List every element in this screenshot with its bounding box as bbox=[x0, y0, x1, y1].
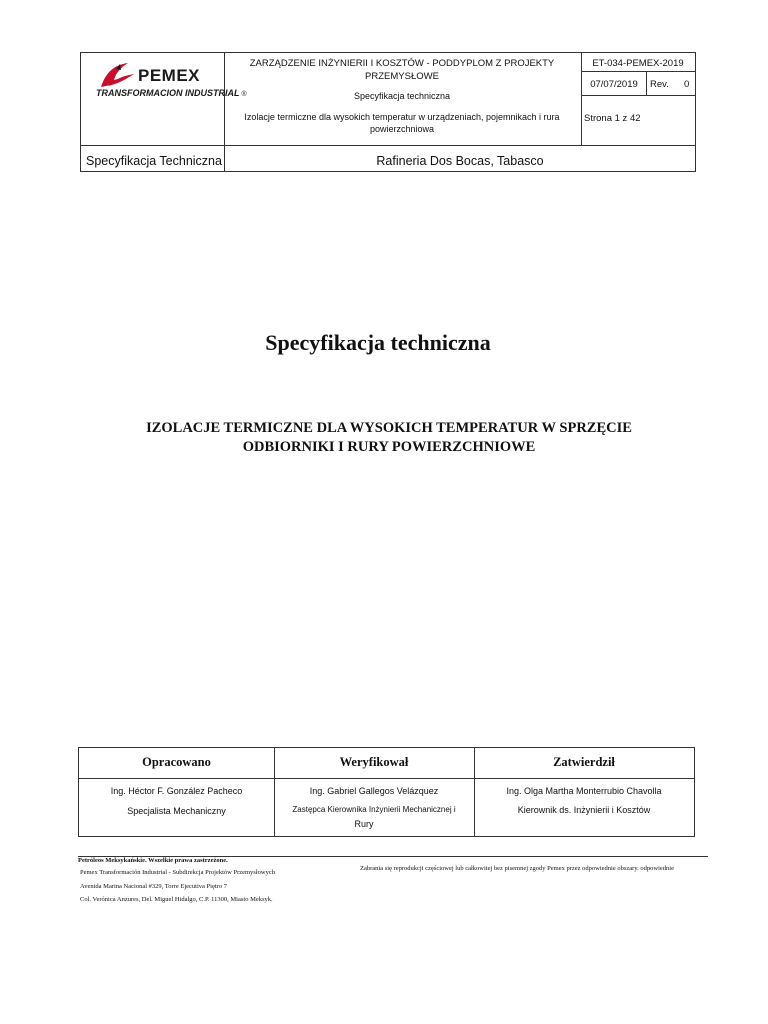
revision-number: 0 bbox=[684, 79, 690, 90]
footer-address-2: Avenida Marina Nacional #329, Torre Ejecutiva Piętro 7 bbox=[80, 883, 227, 890]
header-subtitle: Specyfikacja techniczna bbox=[353, 91, 451, 101]
revision-label: Rev. bbox=[650, 79, 669, 90]
pemex-logo bbox=[96, 58, 247, 104]
pemex-eagle-icon bbox=[98, 60, 138, 90]
signature-name-verified: Ing. Gabriel Gallegos Velázquez bbox=[309, 786, 439, 796]
location: Rafineria Dos Bocas, Tabasco bbox=[376, 154, 544, 168]
subtitle-line-2: ODBIORNIKI I RURY POWIERZCHNIOWE bbox=[242, 439, 536, 455]
signature-name-prepared: Ing. Héctor F. González Pacheco bbox=[110, 786, 243, 796]
document-subtitle bbox=[100, 419, 678, 457]
signature-role-verified: Zastępca Kierownika Inżynierii Mechanicznej i bbox=[292, 805, 456, 814]
signature-header-approved: Zatwierdził bbox=[553, 755, 615, 769]
page-title: Specyfikacja techniczna bbox=[265, 330, 491, 355]
signature-name-approved: Ing. Olga Martha Monterrubio Chavolla bbox=[506, 786, 662, 796]
page-number: Strona 1 z 42 bbox=[584, 113, 641, 124]
signature-header-verified: Weryfikował bbox=[339, 755, 409, 769]
header-title: ZARZĄDZENIE INŻYNIERII I KOSZTÓW - PODDYPLOM Z PROJEKTY PRZEMYSŁOWE bbox=[249, 58, 555, 82]
document-code: ET-034-PEMEX-2019 bbox=[592, 58, 684, 69]
footer-copyright: Petróleos Meksykańskie. Wszelkie prawa zastrzeżone. bbox=[78, 857, 228, 864]
footer-address-3: Col. Verónica Anzures, Del. Miguel Hidalgo, C.P. 11300, Miasto Meksyk. bbox=[80, 896, 273, 903]
subtitle-line-1: IZOLACJE TERMICZNE DLA WYSOKICH TEMPERATUR W SPRZĘCIE bbox=[146, 420, 632, 436]
signature-role-prepared: Specjalista Mechaniczny bbox=[127, 806, 226, 816]
spec-label: Specyfikacja Techniczna bbox=[86, 154, 222, 168]
document-date: 07/07/2019 bbox=[590, 79, 638, 90]
signature-header-prepared: Opracowano bbox=[142, 755, 211, 769]
logo-subtitle: TRANSFORMACION INDUSTRIAL ® bbox=[96, 88, 247, 98]
footer-address-1: Pemex Transformación Industrial - Subdirekcja Projektów Przemysłowych bbox=[80, 869, 275, 876]
header-description: Izolacje termiczne dla wysokich temperatur w urządzeniach, pojemnikach i rura powierzchniowa bbox=[244, 112, 560, 134]
footer-notice: Zabrania się reprodukcji częściowej lub całkowitej bez pisemnej zgody Pemex przez odpowiednie obszary. odpowiednie bbox=[360, 865, 674, 872]
signature-role-verified-cont: Rury bbox=[354, 819, 374, 829]
signature-role-approved: Kierownik ds. Inżynierii i Kosztów bbox=[517, 805, 651, 815]
logo-name: PEMEX bbox=[138, 66, 201, 85]
